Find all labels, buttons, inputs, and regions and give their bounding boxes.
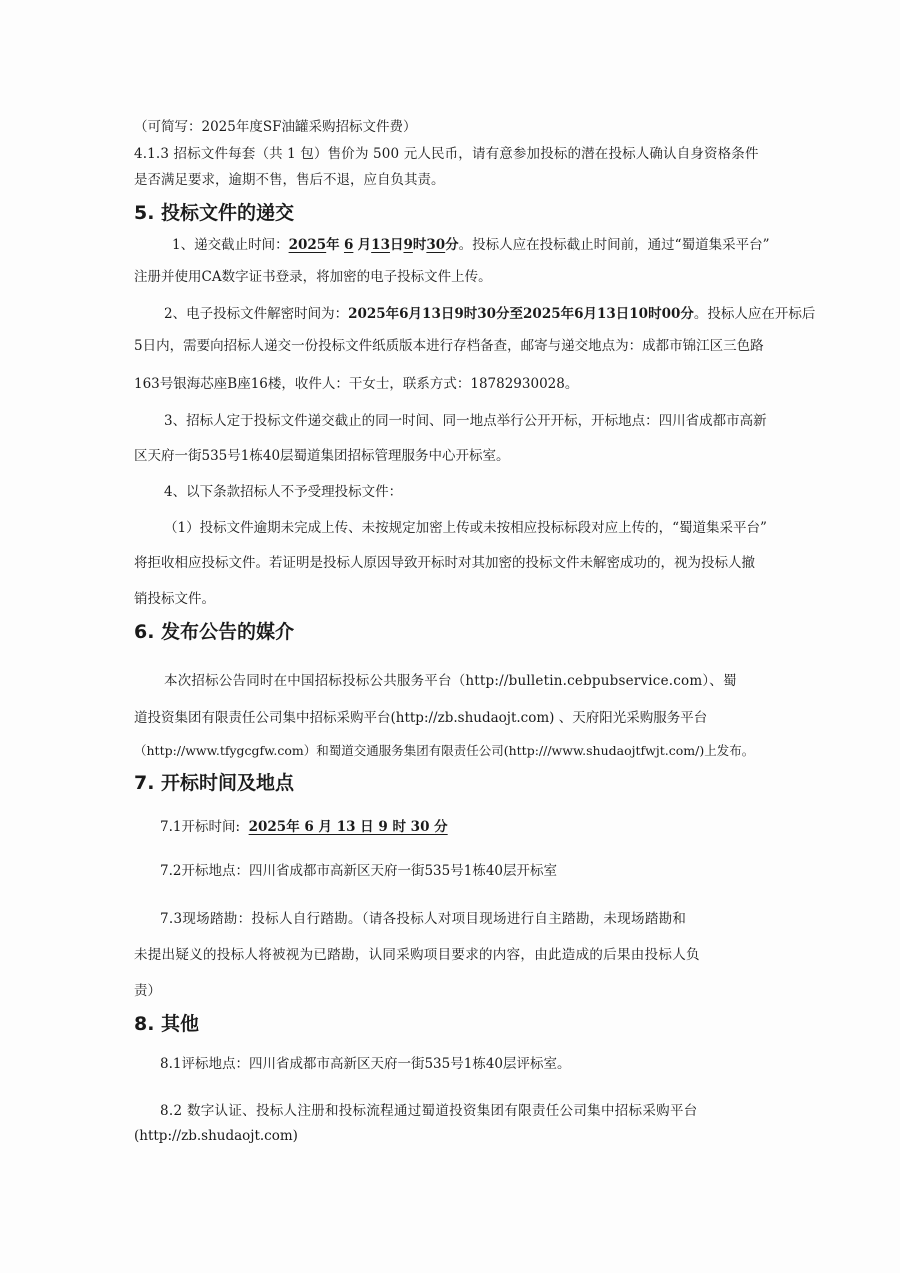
section-7-heading: 7. 开标时间及地点	[134, 772, 295, 794]
opening-time-value: 2025年 6 月 13 日 9 时 30 分	[248, 819, 448, 835]
section-5-heading: 5. 投标文件的递交	[134, 202, 295, 224]
s7-item-1	[160, 818, 448, 836]
fee-clause-line-2: 是否满足要求，逾期不售，售后不退，应自负其责。	[134, 172, 445, 188]
s8-item-1: 8.1评标地点：四川省成都市高新区天府一街535号1栋40层评标室。	[160, 1056, 571, 1072]
s7-item-3-line-3: 责）	[134, 983, 161, 999]
s8-item-2-line-2: (http://zb.shudaojt.com)	[134, 1128, 298, 1144]
s7-item-3-line-1: 7.3现场踏勘：投标人自行踏勘。（请各投标人对项目现场进行自主踏勘，未现场踏勘和	[160, 911, 687, 927]
s8-item-2-line-1: 8.2 数字认证、投标人注册和投标流程通过蜀道投资集团有限责任公司集中招标采购平台	[160, 1103, 698, 1119]
deadline-hour: 9	[403, 237, 413, 253]
s5-item-4-1-line-3: 销投标文件。	[134, 591, 215, 607]
deadline-day: 13	[371, 237, 390, 253]
s6-line-1: 本次招标公告同时在中国招标投标公共服务平台（http://bulletin.cebpubservice.com）、蜀	[164, 673, 737, 689]
s5-item-1-rest: 。投标人应在投标截止时间前，通过“蜀道集采平台”	[458, 237, 770, 253]
s5-item-4: 4、以下条款招标人不予受理投标文件：	[164, 484, 403, 500]
s5-item-4-1-line-1: （1）投标文件逾期未完成上传、未按规定加密上传或未按相应投标标段对应上传的，“蜀道集采平台”	[164, 520, 767, 536]
s7-item-3-line-2: 未提出疑义的投标人将被视为已踏勘，认同采购项目要求的内容，由此造成的后果由投标人负	[134, 947, 700, 963]
deadline-day-unit: 日	[389, 237, 404, 253]
deadline-hour-unit: 时	[412, 237, 427, 253]
s5-item-3-line-2: 区天府一街535号1栋40层蜀道集团招标管理服务中心开标室。	[134, 448, 510, 464]
s5-item-2-rest: 。投标人应在开标后	[693, 306, 816, 322]
deadline-year-unit: 年	[326, 237, 340, 253]
s5-item-2-prefix: 2、电子投标文件解密时间为：	[164, 306, 349, 322]
fee-clause-line-1: 4.1.3 招标文件每套（共 1 包）售价为 500 元人民币，请有意参加投标的潜在投标人确认自身资格条件	[134, 146, 759, 162]
deadline-month: 6	[343, 237, 354, 253]
opening-time-label: 7.1开标时间:	[160, 819, 241, 835]
s7-item-2: 7.2开标地点：四川省成都市高新区天府一街535号1栋40层开标室	[160, 863, 558, 879]
s6-line-2: 道投资集团有限责任公司集中招标采购平台(http://zb.shudaojt.com) 、天府阳光采购服务平台	[134, 710, 708, 726]
s5-item-1-line-1	[172, 236, 769, 254]
s5-item-2-line-3: 163号银海芯座B座16楼，收件人：干女士，联系方式：18782930028。	[134, 376, 579, 392]
s6-line-3: （http://www.tfygcgfw.com）和蜀道交通服务集团有限责任公司(http:///www.shudaojtfwjt.com/)上发布。	[134, 743, 755, 758]
s5-item-1-prefix: 1、递交截止时间：	[172, 237, 289, 253]
section-6-heading: 6. 发布公告的媒介	[134, 621, 295, 643]
s5-item-3-line-1: 3、招标人定于投标文件递交截止的同一时间、同一地点举行公开开标，开标地点：四川省成都市高新	[164, 413, 767, 429]
s5-item-1-line-2: 注册并使用CA数字证书登录，将加密的电子投标文件上传。	[134, 269, 492, 285]
deadline-minute: 30	[426, 237, 446, 253]
deadline-year: 2025	[288, 237, 327, 253]
section-8-heading: 8. 其他	[134, 1013, 200, 1035]
s5-item-4-1-line-2: 将拒收相应投标文件。若证明是投标人原因导致开标时对其加密的投标文件未解密成功的，视为投标人撤	[134, 555, 755, 571]
deadline-month-unit: 月	[357, 237, 372, 253]
deadline-minute-unit: 分	[445, 237, 459, 253]
s5-item-2-line-2: 5日内，需要向招标人递交一份投标文件纸质版本进行存档备查，邮寄与递交地点为：成都市锦江区三色路	[134, 338, 764, 354]
decrypt-time: 2025年6月13日9时30分至2025年6月13日10时00分	[348, 306, 694, 322]
fee-short-name: （可简写：2025年度SF油罐采购招标文件费）	[134, 119, 417, 135]
s5-item-2-line-1	[164, 305, 815, 323]
